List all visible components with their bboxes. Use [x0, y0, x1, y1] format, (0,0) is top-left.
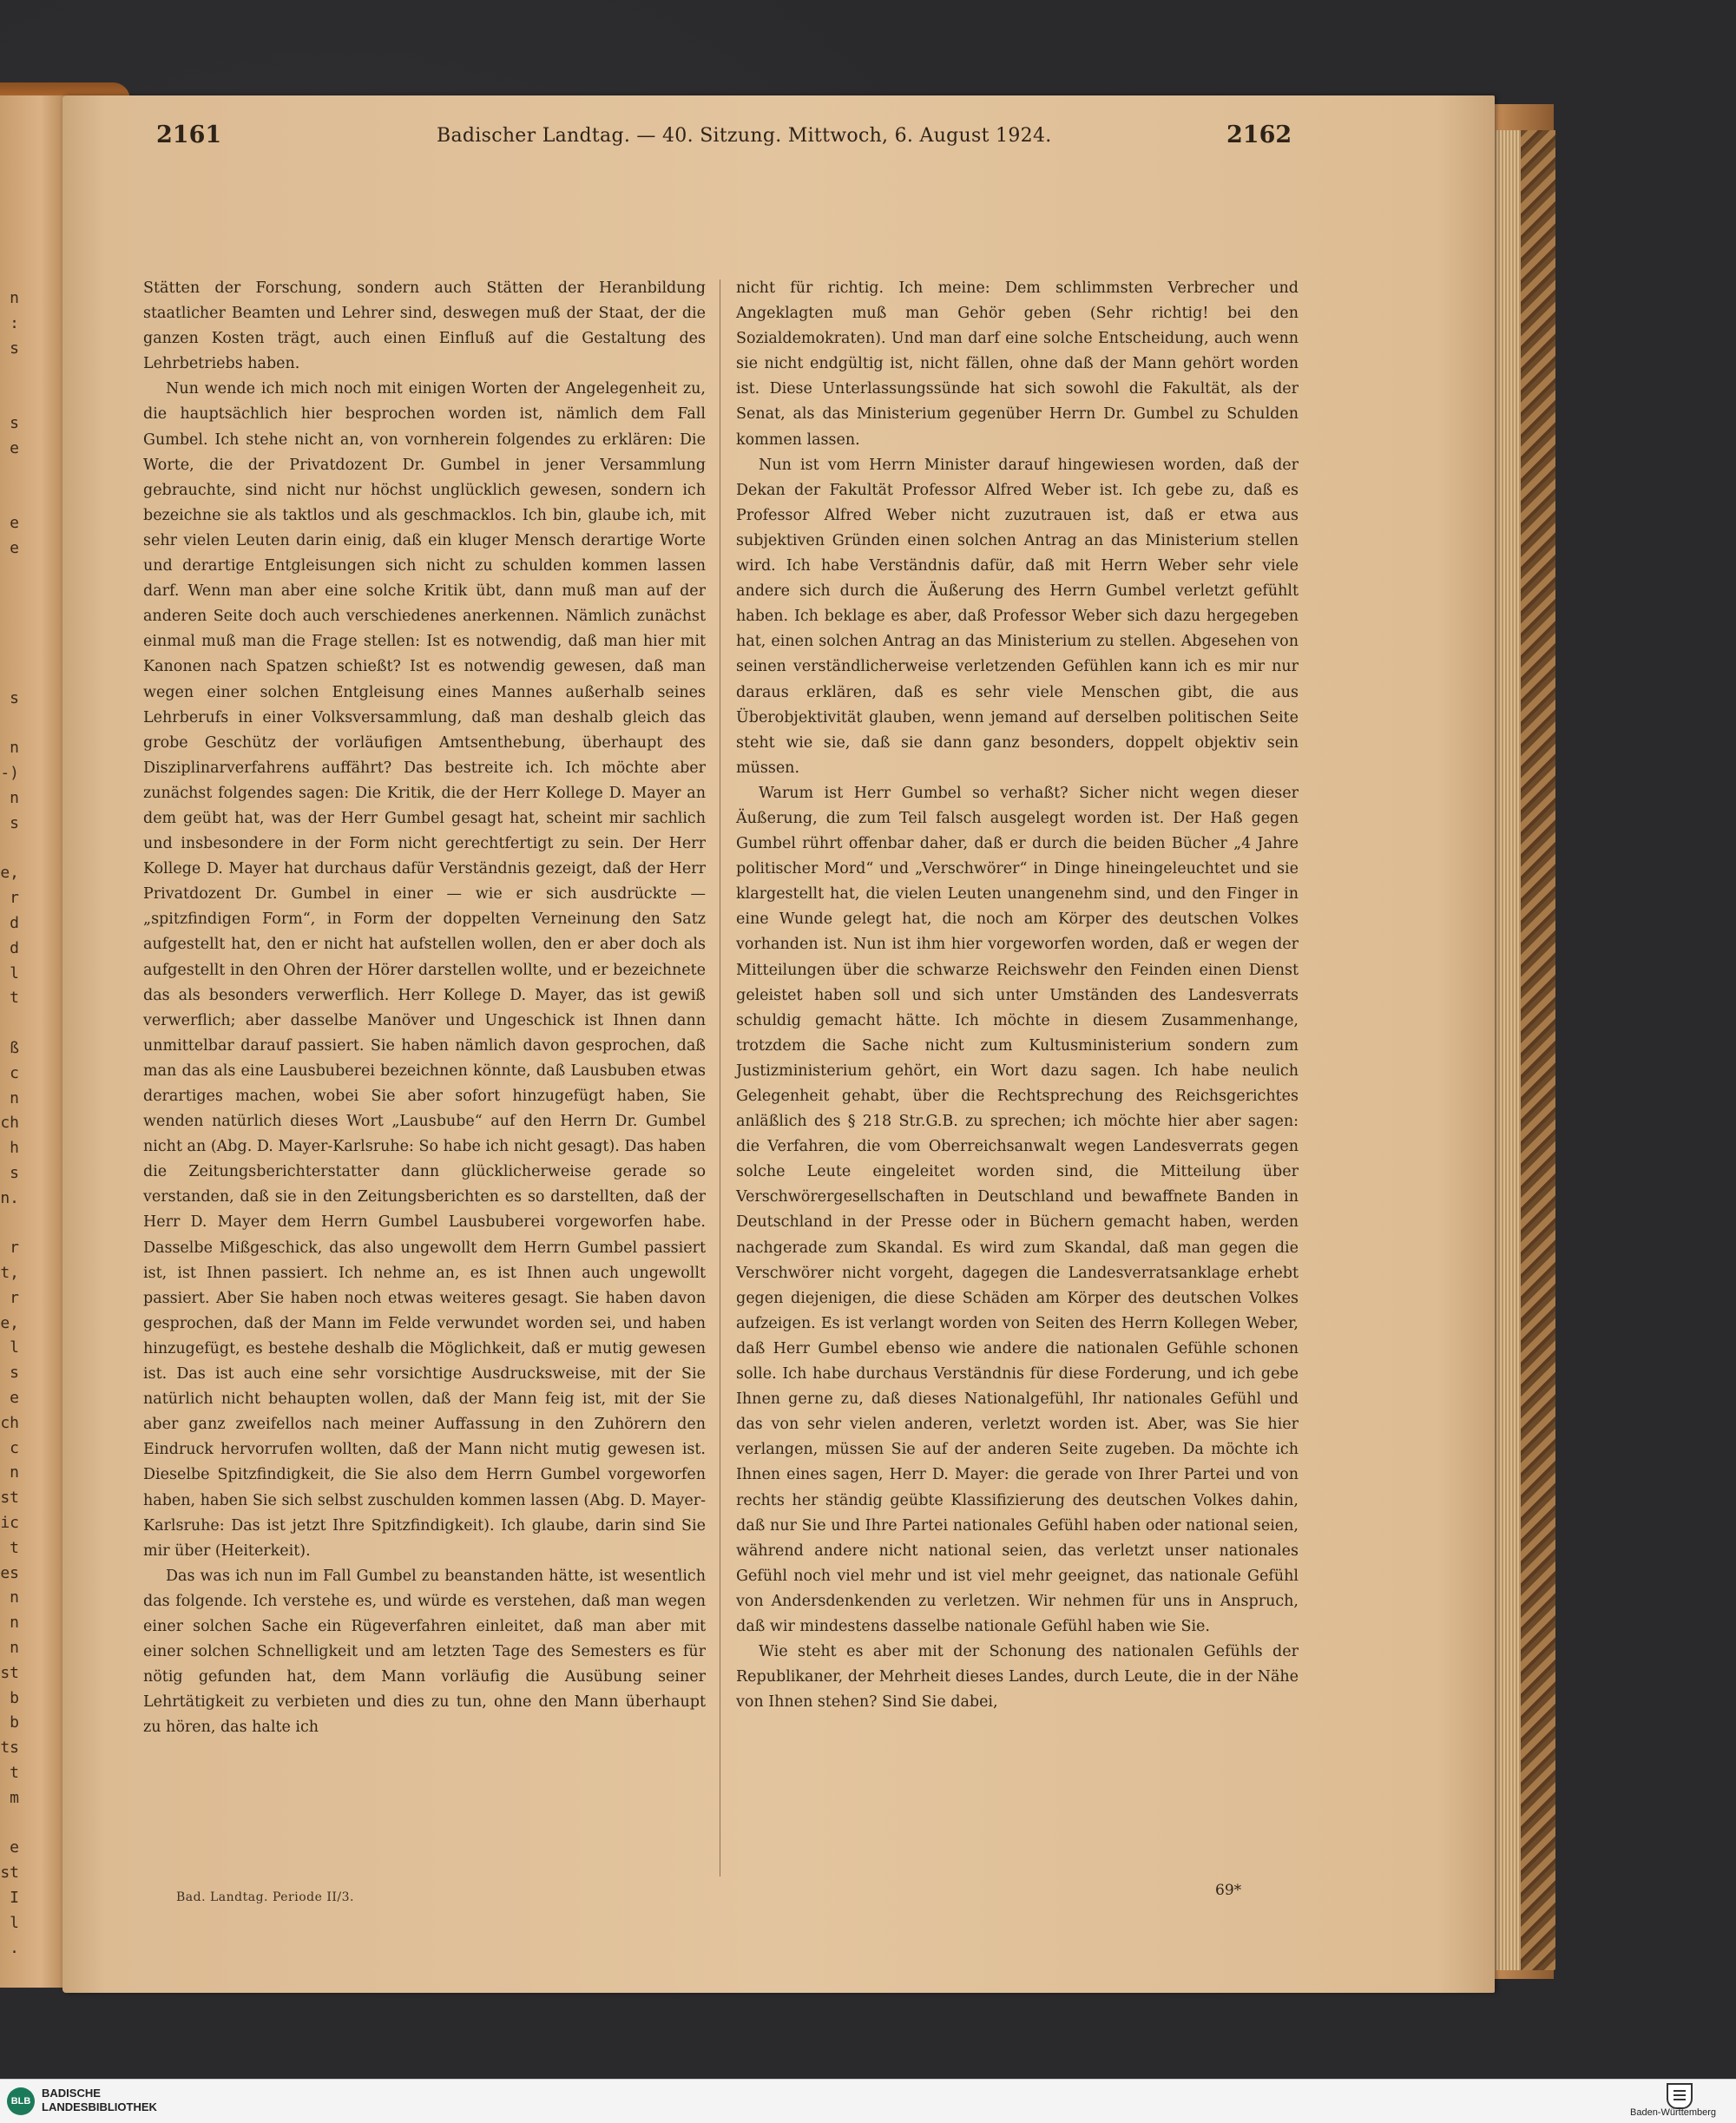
state-label: Baden-Württemberg: [1630, 2107, 1717, 2118]
page-number-right: 2162: [1226, 122, 1292, 148]
paragraph: Nun ist vom Herrn Minister darauf hingewiesen worden, daß der Dekan der Fakultät Professor Alfred Weber ist. Ich gebe zu, daß es Professor Alfred Weber nicht zuzutrauen ist, daß er etwa aus subjektiven Gründen einen solchen Antrag an das Ministerium stellen wird. Ich habe Verständnis dafür, daß mit Herrn Weber sehr viele andere sich durch die Äußerung des Herrn Gumbel verletzt gefühlt haben. Ich beklage es aber, daß Professor Weber sich dazu hergegeben hat, einen solchen Antrag an das Ministerium zu stellen. Abgesehen von seinen verständlicherweise verletzenden Gefühlen kann ich es mir nur daraus erklären, daß es sehr viele Menschen gibt, die aus Überobjektivität glauben, wenn jemand auf derselben politischen Seite steht wie sie, daß sie dann ganz besonders, doppelt objektiv sein müssen.: [736, 456, 1299, 777]
cover-marble-edge: [1521, 130, 1555, 1970]
coat-of-arms-icon[interactable]: [1667, 2083, 1693, 2109]
library-name-line1: BADISCHE: [42, 2087, 101, 2100]
paragraph: Das was ich nun im Fall Gumbel zu beanstanden hätte, ist wesentlich das folgende. Ich verstehe es, und würde es verstehen, daß man wegen einer solchen Sache ein Rügeverfahren einleitet, daß man aber mit einer solchen Schnelligkeit und am letzten Tage des Semesters es für nötig gefunden hat, dem Mann vorläufig die Ausübung seiner Lehrtätigkeit zu verbieten und dies zu tun, ohne den Mann überhaupt zu hören, das halte ich: [143, 1567, 706, 1737]
paragraph: Wie steht es aber mit der Schonung des nationalen Gefühls der Republikaner, der Mehrheit dieses Landes, durch Leute, die in der Nähe von Ihnen stehen? Sind Sie dabei,: [736, 1643, 1299, 1712]
right-text-column: [736, 276, 1299, 1875]
paragraph: Warum ist Herr Gumbel so verhaßt? Sicher nicht wegen dieser Äußerung, die zum Teil falsch ausgelegt worden ist. Der Haß gegen Gumbel rührt offenbar daher, daß er durch die beiden Bücher „4 Jahre politischer Mord“ und „Verschwörer“ in Dinge hineingeleuchtet und sie klargestellt hat, die vielen Leuten unangenehm sind, und den Finger in eine Wunde gelegt hat, die noch am Körper des deutschen Volkes vorhanden ist. Nun ist ihm hier vorgeworfen worden, daß er wegen der Mitteilungen über die schwarze Reichswehr den Feinden einen Dienst geleistet haben soll und sich unter Umständen des Landesverrats schuldig gemacht hätte. Ich möchte in diesem Zusammenhange, trotzdem die Sache nicht zum Kultusministerium sondern zum Justizministerium gehört, ein Wort dazu sagen. Ich habe neulich Gelegenheit gehabt, über die Rechtsprechung des Reichsgerichtes anläßlich des § 218 Str.G.B. zu sprechen; ich möchte hier aber sagen: die Verfahren, die vom Oberreichsanwalt wegen Landesverrats gegen solche Leute eingeleitet worden sind, die Mitteilung über Verschwörergesellschaften in Deutschland und bewaffnete Banden in Deutschland in der Presse oder in Büchern gemacht haben, werden nachgerade zum Skandal. Es wird zum Skandal, daß man gegen die Verschwörer nicht vorgeht, dagegen die Landesverratsanklage erhebt gegen diejenigen, die diese Schäden am Körper des deutschen Volkes aufzeigen. Es ist verlangt worden von Seiten des Herrn Kollegen Weber, daß Herr Gumbel ebenso wie andere die nationalen Gefühle schonen solle. Ich habe durchaus Verständnis für diese Forderung, und ich gebe Ihnen gerne zu, daß dieses Nationalgefühl, Ihr nationales Gefühl und das von sehr vielen anderen, verletzt worden ist. Aber, was Sie hier verlangen, müssen Sie auf der anderen Seite zugeben. Da möchte ich Ihnen eines sagen, Herr D. Mayer: die gerade von Ihrer Partei und von rechts her ständig geübte Klassifizierung des deutschen Volkes dahin, daß nur Sie und Ihre Partei nationales Gefühl haben oder national seien, während andere nicht national seien, das verletzt unser nationales Gefühl noch viel mehr und ist viel mehr geeignet, das nationale Gefühl von Andersdenkenden zu verletzen. Wir nehmen für uns in Anspruch, daß wir mindestens dasselbe nationale Gefühl haben wie Sie.: [736, 784, 1299, 1635]
page-number-left: 2161: [156, 122, 222, 148]
page-footnote: Bad. Landtag. Periode II/3.: [176, 1890, 354, 1904]
library-name[interactable]: [42, 2087, 157, 2114]
paragraph: nicht für richtig. Ich meine: Dem schlimmsten Verbrecher und Angeklagten muß man Gehör geben (Sehr richtig! bei den Sozialdemokraten). Und man darf eine solche Entscheidung, auch wenn sie nicht endgültig ist, nicht fällen, ohne daß der Mann gehört worden ist. Diese Unterlassungssünde hat sich sowohl die Fakultät, als der Senat, als das Ministerium gegenüber Herrn Dr. Gumbel zu Schulden kommen lassen.: [736, 279, 1299, 449]
header-title: Badischer Landtag. — 40. Sitzung. Mittwoch, 6. August 1924.: [437, 125, 1052, 147]
sheet-signature: 69*: [1215, 1882, 1242, 1899]
library-name-line2: LANDESBIBLIOTHEK: [42, 2100, 157, 2113]
paragraph: Nun wende ich mich noch mit einigen Worten der Angelegenheit zu, die hauptsächlich hier besprochen worden ist, nämlich dem Fall Gumbel. Ich stehe nicht an, von vornherein folgendes zu erklären: Die Worte, die der Privatdozent Dr. Gumbel in jener Versammlung gebrauchte, sind nicht nur höchst unglücklich gewesen, sondern ich bezeichne sie als taktlos und als geschmacklos. Ich bin, glaube ich, mit sehr vielen Leuten darin einig, daß ein kluger Mensch derartige Worte und derartige Entgleisungen sich nicht zu schulden kommen lassen darf. Wenn man aber eine solche Kritik übt, dann muß man auf der anderen Seite doch auch verschiedenes anerkennen. Nämlich zunächst einmal muß man die Frage stellen: Ist es notwendig, daß man hier mit Kanonen nach Spatzen schießt? Ist es notwendig gewesen, daß man wegen einer solchen Entgleisung eines Mannes außerhalb seines Lehrberufs in einer Volksversammlung, daß man deshalb gleich das grobe Geschütz der vorläufigen Amtsenthebung, überhaupt des Disziplinarverfahrens auffährt? Das bestreite ich. Ich möchte aber zunächst folgendes sagen: Die Kritik, die der Herr Kollege D. Mayer an dem geübt hat, was der Herr Gumbel gesagt hat, scheint mir sachlich und insbesondere in der Form nicht gerechtfertigt zu sein. Der Herr Kollege D. Mayer hat durchaus dafür Verständnis gezeigt, daß der Herr Privatdozent Dr. Gumbel in einer — wie er sich ausdrückte — „spitzfindigen Form“, in Form der doppelten Verneinung den Satz aufgestellt hat, den er nicht hat aufstellen wollen, den er aber doch als aufgestellt in den Ohren der Hörer darstellen wollte, und er bezeichnete das als besonders verwerflich. Herr Kollege D. Mayer, das ist gewiß verwerflich; aber dasselbe Manöver und Ungeschick ist Ihnen dann unmittelbar darauf passiert. Sie haben nämlich davon gesprochen, daß man das als eine Lausbuberei bezeichnen könnte, daß Lausbuben etwas derartiges machen, wobei Sie aber sofort hinzugefügt haben, Sie wenden natürlich dieses Wort „Lausbube“ auf den Herrn Dr. Gumbel nicht an (Abg. D. Mayer-Karlsruhe: So habe ich nicht gesagt). Das haben die Zeitungsberichterstatter dann glücklicherweise gerade so verstanden, daß sie in den Zeitungsberichten es so darstellten, daß der Herr D. Mayer dem Herrn Gumbel Lausbuberei vorgeworfen habe. Dasselbe Mißgeschick, das also ungewollt dem Herrn Gumbel passiert ist, ist Ihnen passiert. Ich nehme an, es ist Ihnen auch ungewollt passiert. Aber Sie haben noch etwas weiteres gesagt. Sie haben davon gesprochen, daß der Mann im Felde verwundet worden sei, und haben hinzugefügt, es bestehe deshalb die Möglichkeit, daß er mutig gewesen ist. Das ist auch eine sehr vorsichtige Ausdrucksweise, mit der Sie natürlich nicht behaupten wollen, daß der Mann feig ist, mit der Sie aber ganz zweifellos nach meiner Auffassung in den Zuhörern den Eindruck hervorrufen wollten, daß der Mann nicht mutig gewesen ist. Dieselbe Spitzfindigkeit, die Sie also dem Herrn Gumbel vorgeworfen haben, haben Sie sich selbst zuschulden kommen lassen (Abg. D. Mayer-Karlsruhe: Das ist jetzt Ihre Spitzfindigkeit). Ich glaube, darin sind Sie mir über (Heiterkeit).: [143, 380, 706, 1560]
blb-logo-icon[interactable]: BLB: [7, 2087, 35, 2115]
left-page-margin-text: n : s s e e e s n -) n s e, r d d l t ß c n ch h s n. r t, r e, l s e ch c n st ic t es n n n st b b ts t m e st I l .: [0, 289, 19, 1957]
viewer-footer: [0, 2079, 1736, 2123]
left-text-column: [143, 276, 706, 1875]
paragraph: Stätten der Forschung, sondern auch Stätten der Heranbildung staatlicher Beamten und Lehrer sind, deswegen muß der Staat, der die ganzen Kosten trägt, auch einen Einfluß auf die Gestaltung des Lehrbetriebs haben.: [143, 279, 706, 373]
page-header: [94, 122, 1292, 165]
